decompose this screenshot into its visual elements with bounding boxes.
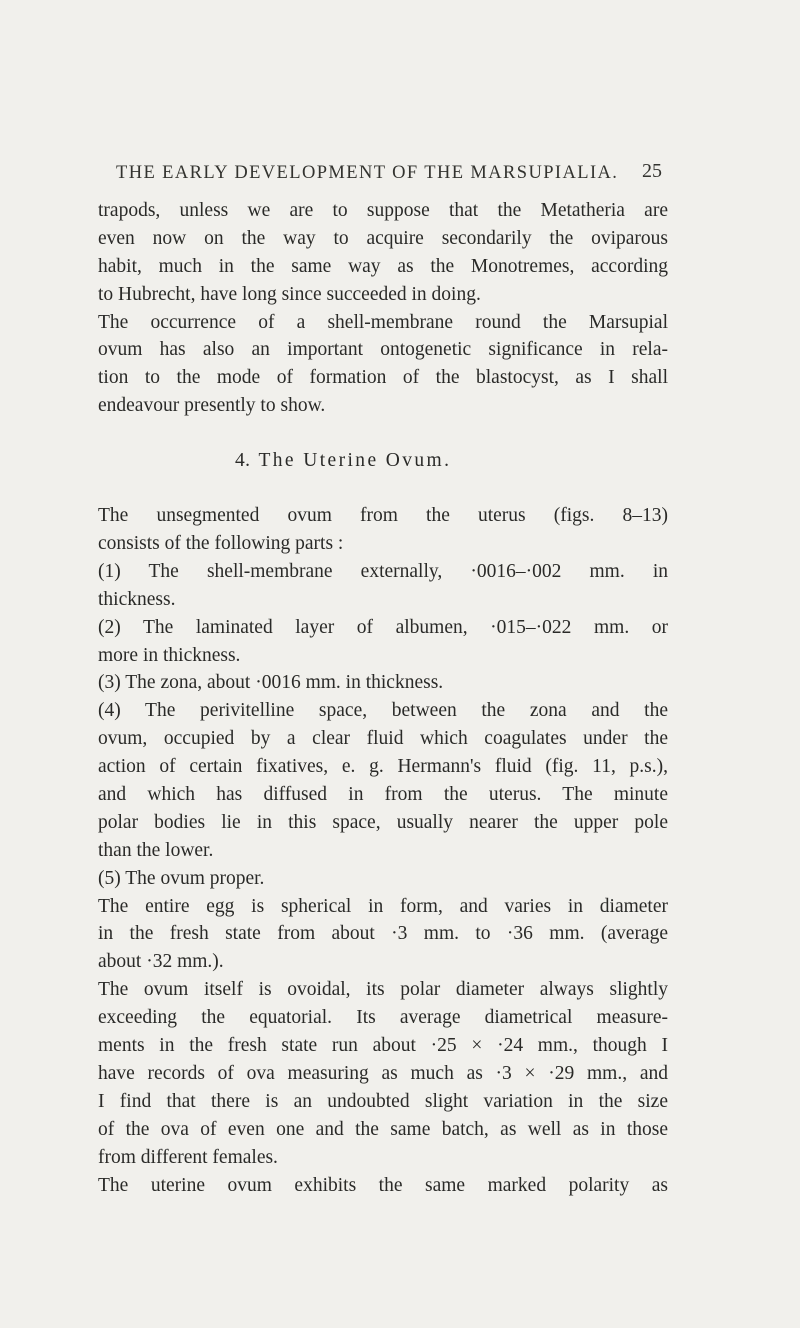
text-line: (3) The zona, about ·0016 mm. in thickness. xyxy=(98,672,444,694)
body-text xyxy=(98,197,668,1199)
paragraph-continuation xyxy=(98,197,668,309)
text-line: in the fresh state from about ·3 mm. to ·36 mm. (average xyxy=(98,923,668,945)
paragraph-shell-membrane xyxy=(98,309,668,421)
text-line: trapods, unless we are to suppose that the Metatheria are xyxy=(98,200,668,221)
paragraph-entire-egg xyxy=(98,893,668,977)
text-line: The entire egg is spherical in form, and varies in diameter xyxy=(98,895,668,917)
text-line: (4) The perivitelline space, between the zona and the xyxy=(98,700,668,722)
text-line: The occurrence of a shell-membrane round the Marsupial xyxy=(98,311,668,333)
text-line: The ovum itself is ovoidal, its polar diameter always slightly xyxy=(98,979,668,1001)
text-line: polar bodies lie in this space, usually nearer the upper pole xyxy=(98,811,668,833)
list-item-shell-membrane xyxy=(98,558,668,614)
page-number: 25 xyxy=(642,160,662,182)
text-line: (1) The shell-membrane externally, ·0016–·002 mm. in xyxy=(98,560,668,582)
text-line: than the lower. xyxy=(98,839,214,861)
list-item-albumen xyxy=(98,614,668,670)
text-line: tion to the mode of formation of the blastocyst, as I shall xyxy=(98,367,668,389)
text-line: (5) The ovum proper. xyxy=(98,867,265,889)
list-item-perivitelline-space xyxy=(98,697,668,864)
text-line: ments in the fresh state run about ·25 × ·24 mm., though I xyxy=(98,1035,668,1057)
paragraph-unsegmented-ovum xyxy=(98,502,668,558)
text-line: The unsegmented ovum from the uterus (figs. 8–13) xyxy=(98,505,668,527)
text-line: and which has diffused in from the uterus. The minute xyxy=(98,784,668,806)
text-line: exceeding the equatorial. Its average diametrical measure- xyxy=(98,1007,668,1029)
text-line: The uterine ovum exhibits the same marked polarity as xyxy=(98,1174,668,1196)
text-line: (2) The laminated layer of albumen, ·015–·022 mm. or xyxy=(98,616,668,638)
list-item-ovum-proper xyxy=(98,865,668,893)
text-line: to Hubrecht, have long since succeeded in doing. xyxy=(98,283,481,305)
text-line: habit, much in the same way as the Monotremes, according xyxy=(98,255,668,277)
text-line: from different females. xyxy=(98,1146,278,1168)
text-line: ovum, occupied by a clear fluid which coagulates under the xyxy=(98,728,668,750)
text-line: I find that there is an undoubted slight variation in the size xyxy=(98,1090,668,1112)
paragraph-ovum-ovoidal xyxy=(98,976,668,1171)
text-line: ovum has also an important ontogenetic significance in rela- xyxy=(98,339,668,361)
section-heading xyxy=(98,446,668,476)
text-line: have records of ova measuring as much as ·3 × ·29 mm., and xyxy=(98,1062,668,1084)
text-line: about ·32 mm.). xyxy=(98,951,224,973)
text-line: even now on the way to acquire secondarily the oviparous xyxy=(98,227,668,249)
list-item-zona xyxy=(98,669,668,697)
text-line: endeavour presently to show. xyxy=(98,395,326,417)
running-head: THE EARLY DEVELOPMENT OF THE MARSUPIALIA. xyxy=(116,163,619,183)
text-line: more in thickness. xyxy=(98,644,241,666)
text-line: consists of the following parts : xyxy=(98,533,344,555)
paragraph-polarity xyxy=(98,1172,668,1200)
section-number: 4. xyxy=(235,450,251,472)
text-line: thickness. xyxy=(98,588,176,610)
section-title: The Uterine Ovum. xyxy=(258,450,452,472)
text-line: action of certain fixatives, e. g. Hermann's fluid (fig. 11, p.s.), xyxy=(98,756,668,778)
text-line: of the ova of even one and the same batch, as well as in those xyxy=(98,1118,668,1140)
